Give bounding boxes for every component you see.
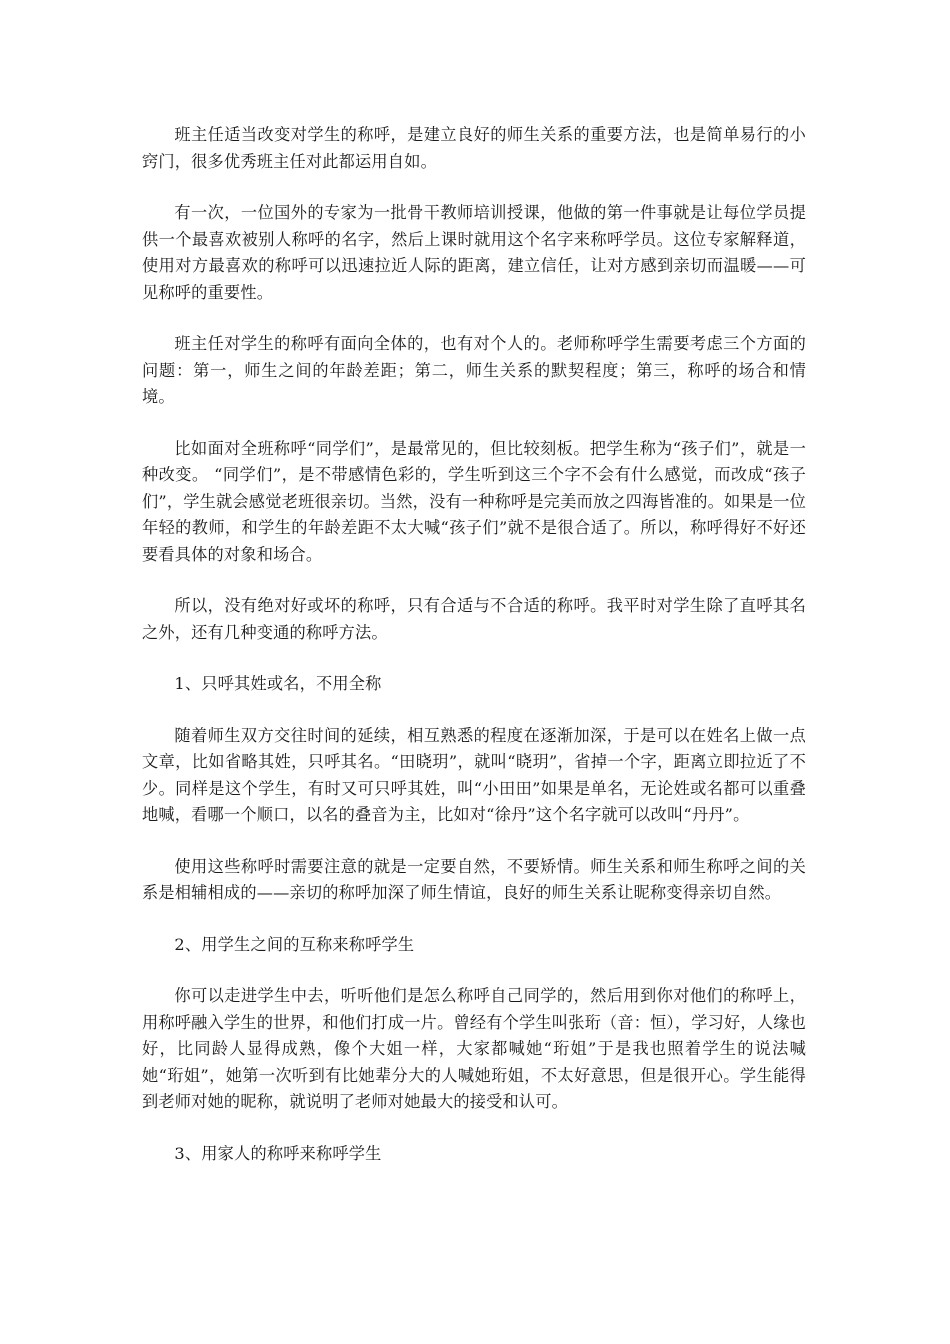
section-heading-1: 1、只呼其姓或名，不用全称 — [174, 674, 382, 693]
paragraph-peer-nicknames: 你可以走进学生中去，听听他们是怎么称呼自己同学的，然后用到你对他们的称呼上，用称呼融入学生的世界，和他们打成一片。曾经有个学生叫张珩（音：恒），学习好，人缘也好，比同龄人显得成熟，像个大姐一样，大家都喊她“珩姐”于是我也照着学生的说法喊她“珩姐”，她第一次听到有比她辈分大的人喊她珩姐，不太好意思，但是很开心。学生能得到老师对她的昵称，就说明了老师对她最大的接受和认可。 — [142, 986, 806, 1111]
paragraph-intro: 班主任适当改变对学生的称呼，是建立良好的师生关系的重要方法，也是简单易行的小窍门，很多优秀班主任对此都运用自如。 — [142, 125, 806, 171]
document-page — [142, 122, 806, 1192]
paragraph-three-aspects: 班主任对学生的称呼有面向全体的，也有对个人的。老师称呼学生需要考虑三个方面的问题：第一，师生之间的年龄差距；第二，师生关系的默契程度；第三，称呼的场合和情境。 — [142, 334, 806, 406]
paragraph-expert-story: 有一次，一位国外的专家为一批骨干教师培训授课，他做的第一件事就是让每位学员提供一个最喜欢被别人称呼的名字，然后上课时就用这个名字来称呼学员。这位专家解释道，使用对方最喜欢的称呼可以迅速拉近人际的距离，建立信任，让对方感到亲切而温暖——可见称呼的重要性。 — [142, 203, 806, 302]
paragraph-classmates-example: 比如面对全班称呼“同学们”，是最常见的，但比较刻板。把学生称为“孩子们”，就是一种改变。 “同学们”，是不带感情色彩的，学生听到这三个字不会有什么感觉，而改成“孩子们”，学生就会感觉老班很亲切。当然，没有一种称呼是完美而放之四海皆准的。如果是一位年轻的教师，和学生的年龄差距不太大喊“孩子们”就不是很合适了。所以，称呼得好不好还要看具体的对象和场合。 — [142, 438, 806, 564]
paragraph-be-natural: 使用这些称呼时需要注意的就是一定要自然，不要矫情。师生关系和师生称呼之间的关系是相辅相成的——亲切的称呼加深了师生情谊，良好的师生关系让昵称变得亲切自然。 — [142, 856, 806, 902]
section-heading-2: 2、用学生之间的互称来称呼学生 — [174, 934, 415, 954]
paragraph-surname-or-name: 随着师生双方交往时间的延续，相互熟悉的程度在逐渐加深，于是可以在姓名上做一点文章，比如省略其姓，只呼其名。“田晓玥”，就叫“晓玥”，省掉一个字，距离立即拉近了不少。同样是这个学生，有时又可只呼其姓，叫“小田田”如果是单名，无论姓或名都可以重叠地喊，看哪一个顺口，以名的叠音为主，比如对“徐丹”这个名字就可以改叫“丹丹”。 — [142, 725, 806, 824]
paragraph-no-absolute: 所以，没有绝对好或坏的称呼，只有合适与不合适的称呼。我平时对学生除了直呼其名之外，还有几种变通的称呼方法。 — [142, 596, 806, 642]
section-heading-3: 3、用家人的称呼来称呼学生 — [174, 1143, 382, 1163]
